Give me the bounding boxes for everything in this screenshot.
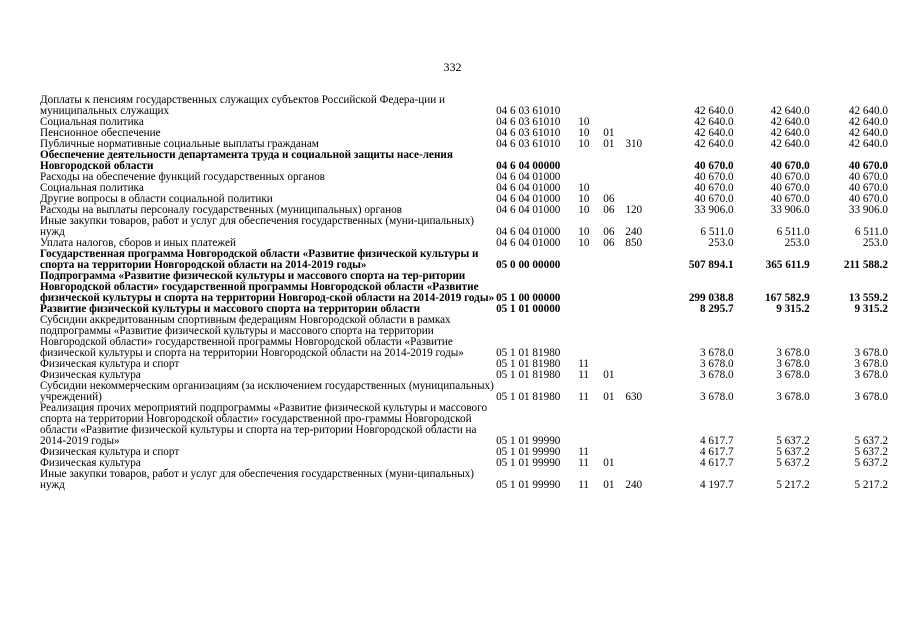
- row-name: Социальная политика: [40, 116, 144, 128]
- expense-type-code: [625, 359, 655, 370]
- target-code: 05 1 01 99990: [496, 457, 561, 469]
- target-code: 05 1 00 00000: [496, 292, 561, 304]
- subsection-code: 01: [603, 138, 615, 150]
- expense-type-code: 630: [625, 391, 643, 403]
- section-code: [578, 271, 603, 304]
- amount-year-3: 5 217.2: [854, 479, 888, 491]
- amount-year-1: 4 617.7: [700, 446, 734, 458]
- amount-year-2: 42 640.0: [770, 116, 810, 128]
- expense-type-code: [625, 271, 655, 304]
- subsection-code: 06: [603, 226, 615, 238]
- amount-year-1: 42 640.0: [694, 138, 734, 150]
- target-code: 04 6 04 01000: [496, 237, 561, 249]
- target-code: 05 0 00 00000: [496, 259, 561, 271]
- amount-year-3: 40 670.0: [848, 171, 888, 183]
- expense-type-code: [625, 370, 655, 381]
- amount-year-2: 6 511.0: [776, 226, 810, 238]
- target-code: 05 1 01 81980: [496, 347, 561, 359]
- row-name: Уплата налогов, сборов и иных платежей: [40, 237, 236, 249]
- target-code: 04 6 03 61010: [496, 105, 561, 117]
- subsection-code: 01: [603, 457, 615, 469]
- row-name: Иные закупки товаров, работ и услуг для обеспечения государственных (муни-ципальных) нужд: [40, 468, 475, 491]
- amount-year-2: 365 611.9: [765, 259, 810, 271]
- row-name: Субсидии некоммерческим организациям (за исключением государственных (муниципальных) учреждений): [40, 380, 494, 403]
- section-code: [578, 95, 603, 117]
- amount-year-2: 5 637.2: [776, 435, 810, 447]
- subsection-code: 01: [603, 479, 615, 491]
- amount-year-2: 5 637.2: [776, 446, 810, 458]
- section-code: [578, 150, 603, 172]
- amount-year-1: 40 670.0: [694, 182, 734, 194]
- subsection-code: 01: [603, 391, 615, 403]
- amount-year-3: 40 670.0: [848, 193, 888, 205]
- subsection-code: [603, 249, 625, 271]
- subsection-code: 01: [603, 369, 615, 381]
- amount-year-3: 211 588.2: [843, 259, 888, 271]
- table-row: [40, 359, 888, 370]
- amount-year-1: 3 678.0: [700, 358, 734, 370]
- amount-year-1: 33 906.0: [694, 204, 734, 216]
- amount-year-1: 6 511.0: [700, 226, 734, 238]
- target-code: 05 1 01 99990: [496, 446, 561, 458]
- section-code: [578, 315, 603, 359]
- section-code: 10: [578, 182, 590, 194]
- section-code: 11: [578, 479, 590, 491]
- table-row: [40, 403, 888, 447]
- amount-year-3: 3 678.0: [854, 391, 888, 403]
- expense-type-code: [625, 117, 655, 128]
- amount-year-3: 42 640.0: [848, 127, 888, 139]
- table-row: [40, 381, 888, 403]
- amount-year-3: 33 906.0: [848, 204, 888, 216]
- amount-year-2: 3 678.0: [776, 369, 810, 381]
- row-name: Подпрограмма «Развитие физической культуры и массового спорта на тер-ритории Новгородской области» государственной программы Новгородской области «Развитие физической культуры и спорта на территории Новгород-ской области на 2014-2019 годы»: [40, 270, 495, 304]
- expense-type-code: 120: [625, 204, 643, 216]
- amount-year-1: 8 295.7: [700, 303, 734, 315]
- row-name: Доплаты к пенсиям государственных служащих субъектов Российской Федера-ции и муниципальных служащих: [40, 94, 445, 117]
- amount-year-3: 9 315.2: [854, 303, 888, 315]
- section-code: 11: [578, 358, 590, 370]
- amount-year-2: 42 640.0: [770, 127, 810, 139]
- expense-type-code: [625, 447, 655, 458]
- amount-year-2: 40 670.0: [770, 160, 810, 172]
- table-row: [40, 249, 888, 271]
- section-code: 10: [578, 226, 590, 238]
- row-name: Иные закупки товаров, работ и услуг для обеспечения государственных (муни-ципальных) нужд: [40, 215, 475, 238]
- expense-type-code: [625, 183, 655, 194]
- row-name: Расходы на выплаты персоналу государственных (муниципальных) органов: [40, 204, 402, 216]
- amount-year-2: 167 582.9: [765, 292, 810, 304]
- row-name: Субсидии аккредитованным спортивным федерациям Новгородской области в рамках подпрограммы «Развитие физической культуры и массового спорта на территории Новгородской области» государственной программы Новгородской области «Развитие физической культуры и спорта на территории Новгородской области на 2014-2019 годы»: [40, 314, 464, 359]
- amount-year-2: 40 670.0: [770, 182, 810, 194]
- row-name: Государственная программа Новгородской области «Развитие физической культуры и спорта на территории Новгородской области на 2014-2019 годы»: [40, 248, 479, 271]
- expense-type-code: [625, 95, 655, 117]
- section-code: 11: [578, 369, 590, 381]
- table-row: [40, 271, 888, 304]
- row-name: Расходы на обеспечение функций государственных органов: [40, 171, 325, 183]
- target-code: 05 1 01 81980: [496, 369, 561, 381]
- subsection-code: 06: [603, 237, 615, 249]
- row-name: Обеспечение деятельности департамента труда и социальной защиты насе-ления Новгородской области: [40, 149, 453, 172]
- amount-year-2: 3 678.0: [776, 347, 810, 359]
- section-code: [578, 249, 603, 271]
- expense-type-code: [625, 172, 655, 183]
- target-code: 05 1 01 99990: [496, 479, 561, 491]
- amount-year-1: 4 197.7: [700, 479, 734, 491]
- row-name: Физическая культура и спорт: [40, 446, 180, 458]
- amount-year-1: 42 640.0: [694, 105, 734, 117]
- amount-year-1: 42 640.0: [694, 127, 734, 139]
- amount-year-1: 4 617.7: [700, 435, 734, 447]
- expense-type-code: 850: [625, 237, 643, 249]
- amount-year-1: 40 670.0: [694, 171, 734, 183]
- row-name: Физическая культура: [40, 369, 141, 381]
- row-name: Публичные нормативные социальные выплаты гражданам: [40, 138, 319, 150]
- amount-year-2: 9 315.2: [776, 303, 810, 315]
- table-row: [40, 150, 888, 172]
- target-code: 04 6 04 01000: [496, 193, 561, 205]
- target-code: 04 6 04 01000: [496, 171, 561, 183]
- amount-year-3: 3 678.0: [854, 369, 888, 381]
- row-name: Социальная политика: [40, 182, 144, 194]
- row-name: Развитие физической культуры и массового спорта на территории области: [40, 303, 421, 315]
- amount-year-2: 5 217.2: [776, 479, 810, 491]
- expense-type-code: [625, 403, 655, 447]
- target-code: 05 1 01 99990: [496, 435, 561, 447]
- amount-year-3: 3 678.0: [854, 358, 888, 370]
- table-row: [40, 447, 888, 458]
- amount-year-3: 13 559.2: [848, 292, 888, 304]
- section-code: 10: [578, 138, 590, 150]
- amount-year-1: 253.0: [708, 237, 734, 249]
- target-code: 05 1 01 81980: [496, 358, 561, 370]
- section-code: 11: [578, 446, 590, 458]
- target-code: 05 1 01 00000: [496, 303, 561, 315]
- amount-year-2: 3 678.0: [776, 391, 810, 403]
- target-code: 04 6 04 01000: [496, 182, 561, 194]
- amount-year-2: 5 637.2: [776, 457, 810, 469]
- amount-year-1: 299 038.8: [688, 292, 734, 304]
- expense-type-code: 310: [625, 138, 643, 150]
- target-code: 04 6 04 01000: [496, 204, 561, 216]
- table-row: [40, 117, 888, 128]
- section-code: [578, 403, 603, 447]
- section-code: 11: [578, 457, 590, 469]
- amount-year-2: 42 640.0: [770, 138, 810, 150]
- section-code: 10: [578, 127, 590, 139]
- subsection-code: [603, 403, 625, 447]
- subsection-code: [603, 172, 625, 183]
- table-row: [40, 172, 888, 183]
- amount-year-3: 40 670.0: [848, 182, 888, 194]
- amount-year-1: 40 670.0: [694, 193, 734, 205]
- table-row: [40, 216, 888, 238]
- table-row: [40, 469, 888, 491]
- amount-year-3: 42 640.0: [848, 116, 888, 128]
- expense-type-code: [625, 150, 655, 172]
- subsection-code: [603, 150, 625, 172]
- amount-year-3: 6 511.0: [854, 226, 888, 238]
- subsection-code: [603, 271, 625, 304]
- expense-type-code: 240: [625, 479, 643, 491]
- target-code: 05 1 01 81980: [496, 391, 561, 403]
- section-code: 10: [578, 237, 590, 249]
- section-code: 10: [578, 204, 590, 216]
- amount-year-2: 40 670.0: [770, 171, 810, 183]
- amount-year-2: 3 678.0: [776, 358, 810, 370]
- amount-year-2: 40 670.0: [770, 193, 810, 205]
- subsection-code: 01: [603, 127, 615, 139]
- amount-year-3: 253.0: [862, 237, 888, 249]
- target-code: 04 6 03 61010: [496, 116, 561, 128]
- amount-year-1: 40 670.0: [694, 160, 734, 172]
- subsection-code: 06: [603, 193, 615, 205]
- table-row: [40, 315, 888, 359]
- amount-year-3: 42 640.0: [848, 138, 888, 150]
- expense-type-code: [625, 315, 655, 359]
- target-code: 04 6 04 01000: [496, 226, 561, 238]
- page-number: 332: [443, 60, 462, 74]
- amount-year-1: 507 894.1: [688, 259, 734, 271]
- amount-year-3: 5 637.2: [854, 435, 888, 447]
- section-code: 10: [578, 116, 590, 128]
- budget-table: [40, 95, 888, 491]
- row-name: Реализация прочих мероприятий подпрограммы «Развитие физической культуры и массового спорта на территории Новгородской области» государственной про-граммы Новгородской области «Развитие физической культуры и спорта на тер-ритории Новгородской области на 2014-2019 годы»: [40, 402, 488, 447]
- target-code: 04 6 04 00000: [496, 160, 561, 172]
- table-row: [40, 95, 888, 117]
- subsection-code: [603, 95, 625, 117]
- expense-type-code: 240: [625, 226, 643, 238]
- amount-year-1: 3 678.0: [700, 369, 734, 381]
- amount-year-3: 5 637.2: [854, 446, 888, 458]
- row-name: Физическая культура: [40, 457, 141, 469]
- amount-year-2: 42 640.0: [770, 105, 810, 117]
- section-code: 10: [578, 193, 590, 205]
- target-code: 04 6 03 61010: [496, 138, 561, 150]
- amount-year-2: 33 906.0: [770, 204, 810, 216]
- expense-type-code: [625, 304, 655, 315]
- section-code: 11: [578, 391, 590, 403]
- amount-year-1: 3 678.0: [700, 391, 734, 403]
- row-name: Физическая культура и спорт: [40, 358, 180, 370]
- amount-year-2: 253.0: [784, 237, 810, 249]
- row-name: Пенсионное обеспечение: [40, 127, 161, 139]
- amount-year-3: 42 640.0: [848, 105, 888, 117]
- subsection-code: [603, 315, 625, 359]
- subsection-code: 06: [603, 204, 615, 216]
- expense-type-code: [625, 249, 655, 271]
- amount-year-3: 40 670.0: [848, 160, 888, 172]
- subsection-code: [603, 304, 625, 315]
- amount-year-3: 5 637.2: [854, 457, 888, 469]
- amount-year-3: 3 678.0: [854, 347, 888, 359]
- expense-type-code: [625, 458, 655, 469]
- section-code: [578, 304, 603, 315]
- amount-year-1: 4 617.7: [700, 457, 734, 469]
- amount-year-1: 3 678.0: [700, 347, 734, 359]
- target-code: 04 6 03 61010: [496, 127, 561, 139]
- row-name: Другие вопросы в области социальной политики: [40, 193, 273, 205]
- amount-year-1: 42 640.0: [694, 116, 734, 128]
